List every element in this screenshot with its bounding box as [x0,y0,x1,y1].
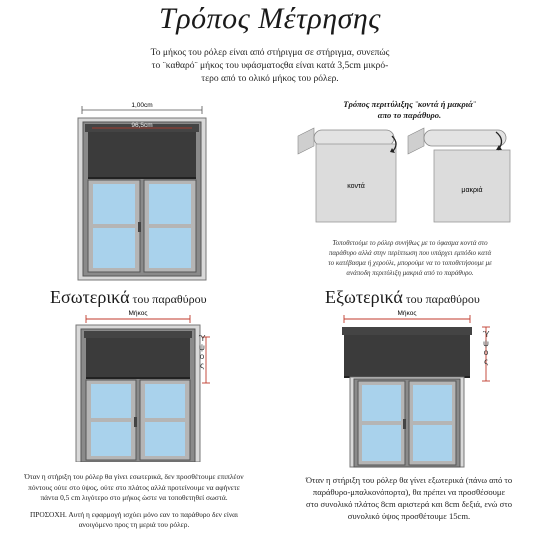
roller-head [342,327,472,335]
glass-pane [413,385,452,421]
inside-text-line: πόντους ούτε στο ύψος, ούτε στο πλάτος αλλά προτείνουμε να αφήνετε [28,482,240,492]
roller-fabric [88,132,196,178]
note-line: Τοποθετούμε το ρόλερ συνήθως με το ύφασμα κοντά στο [332,239,488,247]
glass-pane [362,385,401,421]
handle [134,417,137,427]
inside-text [0,472,268,531]
glass-pane [93,228,135,268]
note-line: ανάποδη περιτύλιξη μακριά από το παράθυρο. [346,269,474,277]
inside-title-big: Εσωτερικά [50,287,130,307]
outside-section-title [325,287,480,308]
glass-pane [149,184,191,224]
outside-text-line: στο συνολικό πλάτος 8cm αριστερά και 8cm δεξιά, ενώ στο [306,499,512,509]
roll-note [300,238,520,278]
outer-width-label: 1,00cm [131,102,153,109]
inside-warning-line2: ανοιγόμενο προς τη μεριά του ρόλερ. [78,520,190,529]
outside-text-line: παράθυρο-μπαλκονόπορτα), θα πρέπει να προσθέσουμε [312,487,506,497]
inside-section-title [50,287,207,308]
outside-title-big: Εξωτερικά [325,287,403,307]
roller-tube-far [424,130,506,146]
glass-pane [413,425,452,461]
top-window-diagram [70,98,220,288]
roller-fabric [344,335,470,377]
inside-height-label: Ύ ψ ο ς [198,334,206,370]
roll-direction-heading [302,99,517,121]
glass-pane [93,184,135,224]
glass-pane [145,384,185,418]
outside-text-line: συνολικό ύψος προσθέτουμε 15cm. [347,511,471,521]
glass-pane [145,422,185,456]
roll-heading-line: απο το παράθυρο. [377,110,442,120]
outside-width-label: Μήκος [397,310,417,317]
handle [403,419,406,429]
intro-line: τερο από το ολικό μήκος του ρόλερ. [201,74,339,84]
glass-pane [91,422,131,456]
inside-text-line: Όταν η στήριξη του ρόλερ θα γίνει εσωτερικά, δεν προσθέτουμε επιπλέον [24,472,244,481]
outside-text [278,474,540,522]
page-title: Τρόπος Μέτρησης [159,2,381,35]
fabric-far [434,150,510,222]
roller-fabric [86,338,190,378]
glass-pane [149,228,191,268]
inside-width-label: Μήκος [128,310,148,317]
inside-window-diagram [60,307,220,462]
fabric-width-label: 96,5cm [131,122,153,129]
wall-bracket [408,128,424,154]
roll-heading-line: Τρόπος περιτύλιξης ¨κοντά ή μακριά¨ [343,99,476,109]
label-far: μακριά [461,187,483,194]
label-near: κοντά [347,183,365,190]
outside-height-label: Ύ ψ ο ς [482,330,490,366]
note-line: παράθυρο αλλά στην περίπτωση που υπάρχει εμπόδιο κατά [328,249,492,257]
glass-pane [91,384,131,418]
outside-window-diagram [330,307,500,469]
inside-title-small: του παραθύρου [129,292,207,306]
inside-warning: ΠΡΟΣΟΧΗ. Αυτή η εφαρμογή ισχύει μόνο εαν το παράθυρο δεν είναι [29,509,239,519]
note-line: το κατέβασμα ή χερούλι, μπορούμε να το τοποθετήσουμε με [328,259,492,267]
handle [138,222,141,232]
inside-text-line: πάντα 0,5 cm λιγότερο στο μήκος ώστε να τοποθετηθεί σωστά. [40,493,228,502]
roller-head [84,331,192,338]
outside-title-small: του παραθύρου [402,292,480,306]
outside-text-line: Όταν η στήριξη του ρόλερ θα γίνει εξωτερικά (πάνω από το [305,475,513,485]
intro-line: το ¨καθαρό¨ μήκος του υφάσματοςθα είναι κατά 3,5cm μικρό- [151,61,389,71]
intro-text [0,47,540,86]
roll-direction-diagram [296,122,518,232]
wall-bracket [298,128,314,154]
intro-line: Το μήκος του ρόλερ είναι από στήριγμα σε στήριγμα, συνεπώς [150,48,390,58]
glass-pane [362,425,401,461]
